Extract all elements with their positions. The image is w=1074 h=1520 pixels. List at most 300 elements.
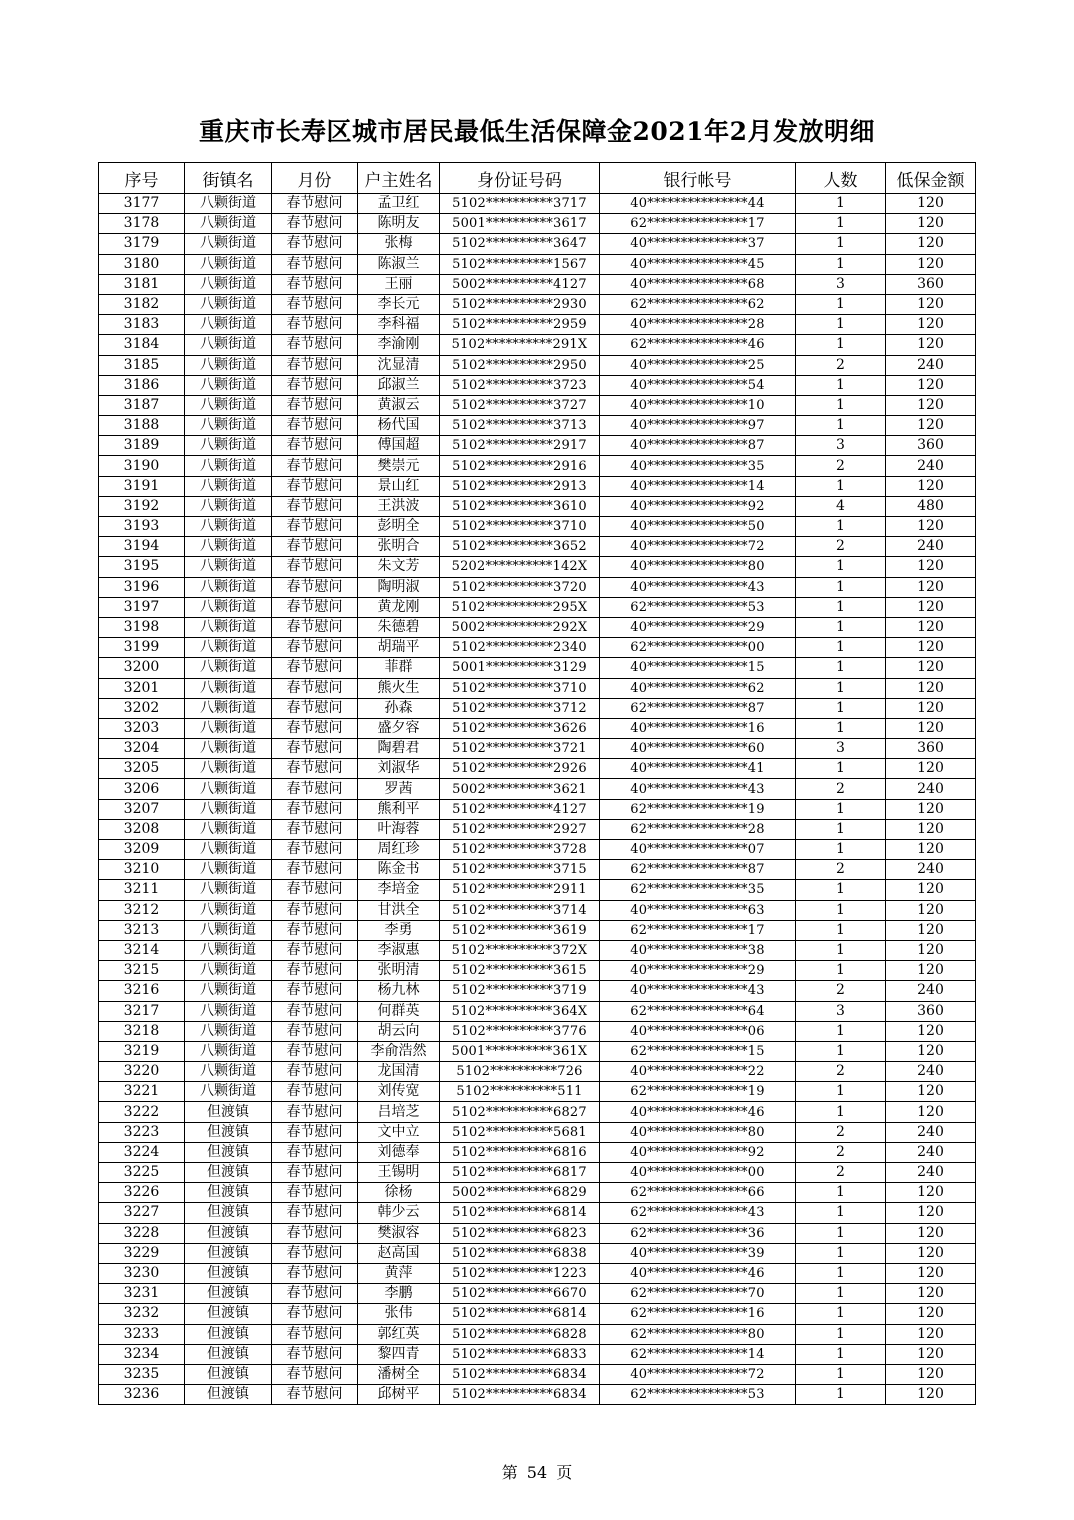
cell-id-number: 5102**********3710 <box>440 678 600 698</box>
cell-allowance-amount: 120 <box>886 1304 976 1324</box>
cell-id-number: 5102**********6816 <box>440 1142 600 1162</box>
cell-month: 春节慰问 <box>272 940 358 960</box>
cell-person-count: 2 <box>796 456 886 476</box>
cell-allowance-amount: 120 <box>886 698 976 718</box>
cell-month: 春节慰问 <box>272 678 358 698</box>
page-number: 第 54 页 <box>501 1463 573 1482</box>
cell-householder-name: 李淑惠 <box>358 940 440 960</box>
cell-month: 春节慰问 <box>272 436 358 456</box>
cell-householder-name: 文中立 <box>358 1122 440 1142</box>
cell-street-town: 八颗街道 <box>185 335 272 355</box>
cell-allowance-amount: 120 <box>886 840 976 860</box>
cell-street-town: 八颗街道 <box>185 678 272 698</box>
cell-street-town: 但渡镇 <box>185 1324 272 1344</box>
cell-allowance-amount: 120 <box>886 577 976 597</box>
cell-id-number: 5102**********3727 <box>440 395 600 415</box>
table-row <box>99 254 976 274</box>
cell-serial-number: 3216 <box>99 981 185 1001</box>
cell-householder-name: 王锡明 <box>358 1163 440 1183</box>
table-row <box>99 1243 976 1263</box>
cell-allowance-amount: 120 <box>886 1344 976 1364</box>
cell-bank-account: 40***************68 <box>600 274 796 294</box>
cell-householder-name: 李勇 <box>358 920 440 940</box>
cell-householder-name: 彭明全 <box>358 517 440 537</box>
cell-id-number: 5102**********3720 <box>440 577 600 597</box>
cell-month: 春节慰问 <box>272 194 358 214</box>
cell-serial-number: 3177 <box>99 194 185 214</box>
cell-street-town: 八颗街道 <box>185 436 272 456</box>
cell-householder-name: 叶海蓉 <box>358 819 440 839</box>
cell-person-count: 1 <box>796 1304 886 1324</box>
cell-serial-number: 3232 <box>99 1304 185 1324</box>
cell-id-number: 5102**********6817 <box>440 1163 600 1183</box>
cell-serial-number: 3233 <box>99 1324 185 1344</box>
cell-serial-number: 3201 <box>99 678 185 698</box>
cell-householder-name: 张梅 <box>358 234 440 254</box>
cell-id-number: 5102**********2917 <box>440 436 600 456</box>
cell-person-count: 1 <box>796 1041 886 1061</box>
table-row <box>99 900 976 920</box>
cell-householder-name: 黎四青 <box>358 1344 440 1364</box>
cell-allowance-amount: 120 <box>886 1021 976 1041</box>
cell-bank-account: 40***************72 <box>600 1364 796 1384</box>
cell-allowance-amount: 120 <box>886 517 976 537</box>
cell-allowance-amount: 120 <box>886 476 976 496</box>
column-header-id-number: 身份证号码 <box>440 163 600 194</box>
cell-month: 春节慰问 <box>272 860 358 880</box>
cell-bank-account: 40***************54 <box>600 375 796 395</box>
cell-allowance-amount: 120 <box>886 678 976 698</box>
cell-allowance-amount: 240 <box>886 1142 976 1162</box>
cell-allowance-amount: 120 <box>886 961 976 981</box>
cell-householder-name: 盛夕容 <box>358 718 440 738</box>
cell-allowance-amount: 240 <box>886 355 976 375</box>
cell-bank-account: 40***************87 <box>600 436 796 456</box>
cell-street-town: 八颗街道 <box>185 779 272 799</box>
cell-street-town: 八颗街道 <box>185 1021 272 1041</box>
cell-person-count: 1 <box>796 597 886 617</box>
cell-serial-number: 3197 <box>99 597 185 617</box>
cell-householder-name: 孙森 <box>358 698 440 718</box>
cell-bank-account: 40***************44 <box>600 194 796 214</box>
cell-serial-number: 3220 <box>99 1062 185 1082</box>
cell-serial-number: 3227 <box>99 1203 185 1223</box>
cell-serial-number: 3234 <box>99 1344 185 1364</box>
cell-person-count: 1 <box>796 214 886 234</box>
cell-serial-number: 3180 <box>99 254 185 274</box>
cell-allowance-amount: 120 <box>886 759 976 779</box>
cell-person-count: 1 <box>796 638 886 658</box>
table-row <box>99 335 976 355</box>
cell-allowance-amount: 120 <box>886 617 976 637</box>
cell-serial-number: 3230 <box>99 1263 185 1283</box>
cell-bank-account: 62***************53 <box>600 1385 796 1405</box>
cell-serial-number: 3209 <box>99 840 185 860</box>
cell-householder-name: 李培金 <box>358 880 440 900</box>
cell-bank-account: 40***************45 <box>600 254 796 274</box>
cell-householder-name: 陈明友 <box>358 214 440 234</box>
cell-allowance-amount: 120 <box>886 194 976 214</box>
table-row <box>99 961 976 981</box>
table-row <box>99 1324 976 1344</box>
cell-serial-number: 3215 <box>99 961 185 981</box>
cell-person-count: 1 <box>796 940 886 960</box>
cell-street-town: 八颗街道 <box>185 294 272 314</box>
cell-street-town: 但渡镇 <box>185 1263 272 1283</box>
cell-month: 春节慰问 <box>272 476 358 496</box>
column-header-serial-number: 序号 <box>99 163 185 194</box>
cell-street-town: 但渡镇 <box>185 1122 272 1142</box>
cell-bank-account: 62***************36 <box>600 1223 796 1243</box>
cell-bank-account: 40***************39 <box>600 1243 796 1263</box>
cell-person-count: 1 <box>796 1183 886 1203</box>
cell-serial-number: 3200 <box>99 658 185 678</box>
cell-street-town: 八颗街道 <box>185 961 272 981</box>
cell-householder-name: 陈淑兰 <box>358 254 440 274</box>
cell-serial-number: 3203 <box>99 718 185 738</box>
cell-person-count: 3 <box>796 1001 886 1021</box>
cell-street-town: 八颗街道 <box>185 234 272 254</box>
cell-month: 春节慰问 <box>272 1324 358 1344</box>
cell-allowance-amount: 120 <box>886 1324 976 1344</box>
cell-serial-number: 3188 <box>99 416 185 436</box>
cell-allowance-amount: 120 <box>886 234 976 254</box>
table-row <box>99 658 976 678</box>
cell-person-count: 2 <box>796 355 886 375</box>
cell-month: 春节慰问 <box>272 718 358 738</box>
cell-householder-name: 李科福 <box>358 315 440 335</box>
cell-serial-number: 3198 <box>99 617 185 637</box>
cell-person-count: 3 <box>796 436 886 456</box>
cell-allowance-amount: 240 <box>886 779 976 799</box>
cell-id-number: 5102**********2959 <box>440 315 600 335</box>
cell-person-count: 1 <box>796 395 886 415</box>
cell-month: 春节慰问 <box>272 335 358 355</box>
cell-month: 春节慰问 <box>272 961 358 981</box>
cell-bank-account: 62***************35 <box>600 880 796 900</box>
cell-serial-number: 3225 <box>99 1163 185 1183</box>
cell-bank-account: 62***************14 <box>600 1344 796 1364</box>
cell-person-count: 1 <box>796 819 886 839</box>
cell-allowance-amount: 120 <box>886 1364 976 1384</box>
table-row <box>99 1364 976 1384</box>
cell-householder-name: 赵高国 <box>358 1243 440 1263</box>
column-header-person-count: 人数 <box>796 163 886 194</box>
cell-serial-number: 3214 <box>99 940 185 960</box>
cell-street-town: 八颗街道 <box>185 577 272 597</box>
cell-person-count: 1 <box>796 658 886 678</box>
cell-month: 春节慰问 <box>272 1364 358 1384</box>
cell-bank-account: 62***************46 <box>600 335 796 355</box>
cell-month: 春节慰问 <box>272 597 358 617</box>
table-row <box>99 416 976 436</box>
cell-id-number: 5102**********5681 <box>440 1122 600 1142</box>
cell-bank-account: 40***************37 <box>600 234 796 254</box>
cell-month: 春节慰问 <box>272 537 358 557</box>
cell-bank-account: 40***************97 <box>600 416 796 436</box>
table-row <box>99 517 976 537</box>
cell-householder-name: 陶明淑 <box>358 577 440 597</box>
cell-month: 春节慰问 <box>272 658 358 678</box>
cell-month: 春节慰问 <box>272 1385 358 1405</box>
cell-street-town: 八颗街道 <box>185 395 272 415</box>
cell-person-count: 2 <box>796 1062 886 1082</box>
table-row <box>99 1263 976 1283</box>
cell-id-number: 5102**********6828 <box>440 1324 600 1344</box>
cell-bank-account: 40***************43 <box>600 577 796 597</box>
cell-allowance-amount: 120 <box>886 395 976 415</box>
cell-id-number: 5002**********4127 <box>440 274 600 294</box>
cell-street-town: 八颗街道 <box>185 194 272 214</box>
table-row <box>99 759 976 779</box>
cell-month: 春节慰问 <box>272 920 358 940</box>
cell-street-town: 八颗街道 <box>185 416 272 436</box>
cell-month: 春节慰问 <box>272 638 358 658</box>
table-row <box>99 880 976 900</box>
cell-serial-number: 3178 <box>99 214 185 234</box>
cell-allowance-amount: 120 <box>886 315 976 335</box>
cell-bank-account: 40***************43 <box>600 981 796 1001</box>
cell-month: 春节慰问 <box>272 1304 358 1324</box>
cell-bank-account: 62***************28 <box>600 819 796 839</box>
cell-street-town: 八颗街道 <box>185 274 272 294</box>
cell-allowance-amount: 120 <box>886 294 976 314</box>
cell-person-count: 1 <box>796 557 886 577</box>
cell-serial-number: 3213 <box>99 920 185 940</box>
cell-street-town: 八颗街道 <box>185 940 272 960</box>
cell-bank-account: 40***************07 <box>600 840 796 860</box>
table-row <box>99 698 976 718</box>
cell-person-count: 1 <box>796 1344 886 1364</box>
table-row <box>99 718 976 738</box>
cell-householder-name: 樊崇元 <box>358 456 440 476</box>
cell-id-number: 5102**********2916 <box>440 456 600 476</box>
cell-street-town: 八颗街道 <box>185 617 272 637</box>
cell-id-number: 5102**********6670 <box>440 1284 600 1304</box>
cell-person-count: 2 <box>796 1122 886 1142</box>
cell-serial-number: 3235 <box>99 1364 185 1384</box>
table-row <box>99 940 976 960</box>
cell-person-count: 2 <box>796 1142 886 1162</box>
cell-person-count: 1 <box>796 335 886 355</box>
table-row <box>99 779 976 799</box>
cell-person-count: 1 <box>796 1102 886 1122</box>
cell-person-count: 1 <box>796 194 886 214</box>
cell-street-town: 八颗街道 <box>185 456 272 476</box>
cell-id-number: 5102**********6834 <box>440 1364 600 1384</box>
cell-bank-account: 62***************17 <box>600 214 796 234</box>
cell-month: 春节慰问 <box>272 1122 358 1142</box>
cell-serial-number: 3184 <box>99 335 185 355</box>
cell-bank-account: 62***************80 <box>600 1324 796 1344</box>
cell-month: 春节慰问 <box>272 1041 358 1061</box>
cell-id-number: 5102**********3712 <box>440 698 600 718</box>
cell-street-town: 八颗街道 <box>185 658 272 678</box>
cell-serial-number: 3189 <box>99 436 185 456</box>
cell-allowance-amount: 120 <box>886 658 976 678</box>
cell-householder-name: 徐杨 <box>358 1183 440 1203</box>
cell-serial-number: 3229 <box>99 1243 185 1263</box>
cell-serial-number: 3219 <box>99 1041 185 1061</box>
cell-serial-number: 3222 <box>99 1102 185 1122</box>
cell-street-town: 但渡镇 <box>185 1344 272 1364</box>
cell-householder-name: 黄萍 <box>358 1263 440 1283</box>
cell-street-town: 但渡镇 <box>185 1364 272 1384</box>
cell-bank-account: 62***************62 <box>600 294 796 314</box>
cell-month: 春节慰问 <box>272 900 358 920</box>
cell-id-number: 5202**********142X <box>440 557 600 577</box>
table-row <box>99 597 976 617</box>
cell-allowance-amount: 120 <box>886 557 976 577</box>
cell-month: 春节慰问 <box>272 517 358 537</box>
table-row <box>99 537 976 557</box>
table-row <box>99 1223 976 1243</box>
cell-street-town: 但渡镇 <box>185 1142 272 1162</box>
column-header-month: 月份 <box>272 163 358 194</box>
cell-street-town: 八颗街道 <box>185 517 272 537</box>
table-row <box>99 375 976 395</box>
cell-householder-name: 陶碧君 <box>358 739 440 759</box>
cell-id-number: 5102**********3610 <box>440 496 600 516</box>
cell-id-number: 5102**********2911 <box>440 880 600 900</box>
cell-serial-number: 3224 <box>99 1142 185 1162</box>
cell-allowance-amount: 120 <box>886 1102 976 1122</box>
cell-serial-number: 3221 <box>99 1082 185 1102</box>
cell-month: 春节慰问 <box>272 1021 358 1041</box>
cell-person-count: 1 <box>796 294 886 314</box>
cell-bank-account: 40***************92 <box>600 496 796 516</box>
cell-month: 春节慰问 <box>272 1142 358 1162</box>
cell-id-number: 5102**********2950 <box>440 355 600 375</box>
cell-allowance-amount: 360 <box>886 274 976 294</box>
cell-person-count: 1 <box>796 1021 886 1041</box>
cell-householder-name: 杨代国 <box>358 416 440 436</box>
cell-id-number: 5102**********3776 <box>440 1021 600 1041</box>
cell-person-count: 1 <box>796 1223 886 1243</box>
cell-bank-account: 40***************80 <box>600 557 796 577</box>
cell-serial-number: 3187 <box>99 395 185 415</box>
cell-person-count: 1 <box>796 254 886 274</box>
cell-householder-name: 胡云向 <box>358 1021 440 1041</box>
table-row <box>99 456 976 476</box>
cell-allowance-amount: 240 <box>886 1122 976 1142</box>
cell-street-town: 但渡镇 <box>185 1385 272 1405</box>
column-header-bank-account: 银行帐号 <box>600 163 796 194</box>
table-header-row <box>99 163 976 194</box>
cell-id-number: 5102**********3619 <box>440 920 600 940</box>
cell-month: 春节慰问 <box>272 557 358 577</box>
cell-serial-number: 3192 <box>99 496 185 516</box>
cell-serial-number: 3191 <box>99 476 185 496</box>
cell-person-count: 1 <box>796 1385 886 1405</box>
cell-id-number: 5001**********3129 <box>440 658 600 678</box>
column-header-street-town: 街镇名 <box>185 163 272 194</box>
cell-householder-name: 李渝刚 <box>358 335 440 355</box>
cell-id-number: 5102**********6834 <box>440 1385 600 1405</box>
cell-id-number: 5102**********372X <box>440 940 600 960</box>
table-row <box>99 1021 976 1041</box>
table-row <box>99 617 976 637</box>
cell-bank-account: 62***************66 <box>600 1183 796 1203</box>
cell-street-town: 八颗街道 <box>185 819 272 839</box>
cell-householder-name: 黄淑云 <box>358 395 440 415</box>
cell-street-town: 八颗街道 <box>185 496 272 516</box>
cell-person-count: 1 <box>796 718 886 738</box>
cell-householder-name: 刘德奉 <box>358 1142 440 1162</box>
cell-id-number: 5102**********3713 <box>440 416 600 436</box>
cell-allowance-amount: 120 <box>886 375 976 395</box>
cell-street-town: 但渡镇 <box>185 1284 272 1304</box>
cell-id-number: 5102**********291X <box>440 335 600 355</box>
cell-householder-name: 沈显清 <box>358 355 440 375</box>
cell-month: 春节慰问 <box>272 1163 358 1183</box>
table-row <box>99 274 976 294</box>
cell-street-town: 但渡镇 <box>185 1223 272 1243</box>
cell-serial-number: 3195 <box>99 557 185 577</box>
cell-serial-number: 3236 <box>99 1385 185 1405</box>
cell-allowance-amount: 240 <box>886 537 976 557</box>
cell-allowance-amount: 120 <box>886 900 976 920</box>
cell-bank-account: 40***************22 <box>600 1062 796 1082</box>
cell-person-count: 1 <box>796 880 886 900</box>
cell-person-count: 1 <box>796 799 886 819</box>
cell-month: 春节慰问 <box>272 1284 358 1304</box>
cell-person-count: 1 <box>796 1203 886 1223</box>
cell-id-number: 5102**********2340 <box>440 638 600 658</box>
cell-householder-name: 张明清 <box>358 961 440 981</box>
cell-serial-number: 3194 <box>99 537 185 557</box>
cell-month: 春节慰问 <box>272 496 358 516</box>
cell-householder-name: 孟卫红 <box>358 194 440 214</box>
cell-bank-account: 40***************80 <box>600 1122 796 1142</box>
cell-month: 春节慰问 <box>272 617 358 637</box>
cell-person-count: 2 <box>796 537 886 557</box>
cell-bank-account: 40***************50 <box>600 517 796 537</box>
table-row <box>99 315 976 335</box>
cell-bank-account: 62***************70 <box>600 1284 796 1304</box>
table-row <box>99 1142 976 1162</box>
cell-month: 春节慰问 <box>272 294 358 314</box>
cell-street-town: 八颗街道 <box>185 638 272 658</box>
cell-street-town: 八颗街道 <box>185 799 272 819</box>
cell-id-number: 5102**********3615 <box>440 961 600 981</box>
table-row <box>99 819 976 839</box>
cell-id-number: 5102**********4127 <box>440 799 600 819</box>
cell-householder-name: 邱淑兰 <box>358 375 440 395</box>
cell-bank-account: 40***************35 <box>600 456 796 476</box>
table-row <box>99 981 976 1001</box>
table-row <box>99 840 976 860</box>
cell-householder-name: 龙国清 <box>358 1062 440 1082</box>
cell-street-town: 八颗街道 <box>185 1062 272 1082</box>
cell-allowance-amount: 120 <box>886 799 976 819</box>
cell-householder-name: 菲群 <box>358 658 440 678</box>
table-row <box>99 194 976 214</box>
cell-street-town: 八颗街道 <box>185 718 272 738</box>
cell-id-number: 5102**********3626 <box>440 718 600 738</box>
cell-allowance-amount: 480 <box>886 496 976 516</box>
cell-allowance-amount: 120 <box>886 940 976 960</box>
cell-bank-account: 62***************64 <box>600 1001 796 1021</box>
cell-bank-account: 40***************10 <box>600 395 796 415</box>
table-row <box>99 1163 976 1183</box>
cell-person-count: 1 <box>796 234 886 254</box>
cell-person-count: 1 <box>796 416 886 436</box>
cell-street-town: 八颗街道 <box>185 476 272 496</box>
cell-month: 春节慰问 <box>272 1082 358 1102</box>
cell-serial-number: 3226 <box>99 1183 185 1203</box>
cell-bank-account: 40***************38 <box>600 940 796 960</box>
